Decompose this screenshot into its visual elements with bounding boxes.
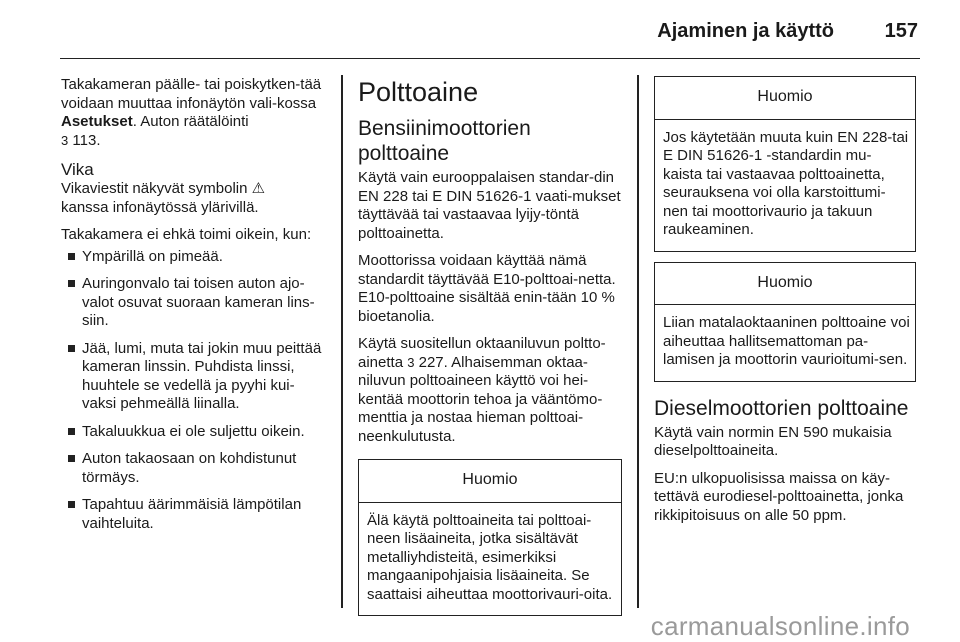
- notice-box: [654, 262, 916, 382]
- square-bullet-icon: [68, 428, 75, 435]
- notice-title: Huomio: [359, 460, 621, 503]
- fault-heading: Vika: [61, 160, 94, 179]
- fault-list-intro: Takakamera ei ehkä toimi oikein, kun:: [61, 226, 312, 243]
- fault-text-post: kanssa infonäytössä ylärivillä.: [61, 198, 259, 216]
- warning-triangle-icon: ⚠: [251, 180, 266, 197]
- page-ref-icon: 3: [407, 354, 415, 370]
- settings-menu-term: Asetukset: [61, 113, 133, 130]
- square-bullet-icon: [68, 253, 75, 260]
- diesel-section-title: Dieselmoottorien polttoaine: [654, 396, 909, 420]
- list-item: [61, 340, 325, 414]
- fuel-paragraph-1: Käytä vain eurooppalaisen standar-din EN 228 tai E DIN 51626-1 vaati-mukset täyttävää tai vastaavaa lyijy-töntä polttoainetta.: [358, 169, 621, 242]
- page-ref-icon: 3: [61, 132, 69, 148]
- notice-title: Huomio: [655, 263, 915, 306]
- square-bullet-icon: [68, 501, 75, 508]
- camera-settings-paragraph: [61, 76, 325, 150]
- octane-text-post: 227. Alhaisemman oktaa-niluvun polttoaineen käyttö voi hei-kentää moottorin tehoa ja vääntömo-menttia ja nostaa hieman polttoai-neenkulutusta.: [358, 353, 603, 445]
- column-divider-2: [637, 75, 639, 608]
- notice-box: [654, 76, 916, 252]
- page-ref-link[interactable]: 113.: [68, 131, 101, 149]
- list-item-text: Jää, lumi, muta tai jokin muu peittää kameran linssin. Puhdista linssi, huuhtele se vedellä ja pyyhi kui-vaksi pehmeällä liinalla.: [82, 339, 322, 412]
- notice-text: Jos käytetään muuta kuin EN 228-tai E DIN 51626-1 -standardin mu-kaista tai vastaavaa polttoainetta, seurauksena voi olla karstoittumi-nen tai moottorivaurio ja takuun raukeaminen.: [663, 128, 909, 238]
- list-item-text: Ympärillä on pimeää.: [82, 247, 223, 265]
- fault-paragraph: [61, 180, 325, 217]
- page-number: 157: [884, 20, 918, 42]
- column-3: [654, 76, 916, 534]
- column-2: [358, 76, 622, 626]
- intro-text: Takakameran päälle- tai poiskytken-tää voidaan muuttaa infonäytön vali-kossa: [61, 76, 322, 112]
- square-bullet-icon: [68, 280, 75, 287]
- column-1: [61, 76, 325, 542]
- list-item-text: Tapahtuu äärimmäisiä lämpötilan vaihteluita.: [82, 496, 302, 532]
- list-item: [61, 496, 325, 533]
- fuel-paragraph-3: [358, 335, 622, 446]
- list-item-text: Takaluukkua ei ole suljettu oikein.: [82, 422, 305, 440]
- header-title: Ajaminen ja käyttö: [657, 20, 834, 42]
- notice-title: Huomio: [655, 77, 915, 120]
- diesel-paragraph-2: EU:n ulkopuolisissa maissa on käy-tettävä eurodiesel-polttoainetta, jonka rikkipitoisuus on alle 50 ppm.: [654, 469, 904, 524]
- list-item-text: Auringonvalo tai toisen auton ajo-valot osuvat suoraan kameran lins-siin.: [82, 275, 315, 329]
- notice-text: Älä käytä polttoaineita tai polttoai-neen lisäaineita, jotka sisältävät metalliyhdisteitä, esimerkiksi mangaanipohjaisia lisäaineita. Se saattaisi aiheuttaa moottorivauri-oita.: [367, 511, 613, 603]
- fault-condition-list: [61, 248, 325, 534]
- notice-text: Liian matalaoktaaninen polttoaine voi aiheuttaa hallitsemattoman pa-lamisen ja moottorin vaurioitumi-sen.: [663, 314, 910, 368]
- diesel-paragraph-1: Käytä vain normin EN 590 mukaisia dieselpolttoaineita.: [654, 423, 892, 459]
- section-title: Polttoaine: [358, 77, 479, 107]
- fuel-paragraph-2: Moottorissa voidaan käyttää nämä standardit täyttävää E10-polttoai-netta. E10-polttoaine sisältää enin-tään 10 % bioetanolia.: [358, 252, 616, 325]
- notice-box: [358, 459, 622, 616]
- fault-text: Vikaviestit näkyvät symbolin: [61, 180, 252, 197]
- list-item: [61, 423, 325, 442]
- square-bullet-icon: [68, 455, 75, 462]
- list-item: [61, 248, 325, 267]
- intro-text-post: . Auton räätälöinti: [132, 113, 249, 130]
- column-divider-1: [341, 75, 343, 608]
- octane-text: Käytä suositellun oktaaniluvun poltto-ainetta: [358, 335, 606, 371]
- page-header: [60, 0, 920, 59]
- list-item: [61, 450, 325, 487]
- subsection-title: Bensiinimoottorien polttoaine: [358, 117, 531, 165]
- list-item: [61, 275, 325, 331]
- square-bullet-icon: [68, 345, 75, 352]
- list-item-text: Auton takaosaan on kohdistunut törmäys.: [82, 450, 297, 486]
- watermark-link[interactable]: carmanualsonline.info: [650, 611, 910, 641]
